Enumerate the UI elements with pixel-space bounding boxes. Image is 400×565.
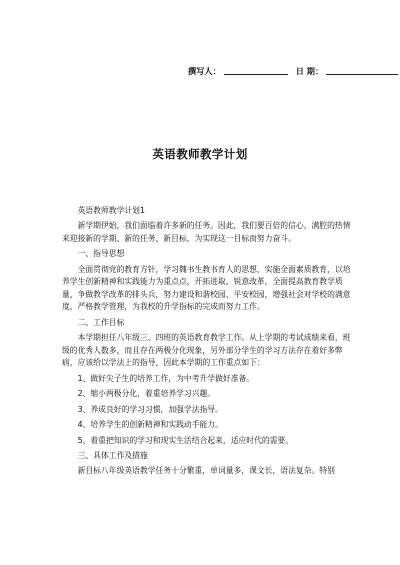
- list-item: 5、着重把知识的学习和现实生活结合起来，适应时代的需要。: [77, 435, 294, 445]
- author-blank-line: [224, 66, 288, 75]
- list-item: 4、培养学生的创新精神和实践动手能力。: [77, 420, 223, 430]
- work-goal-paragraph: 本学期担任八年级三、四班的英语教育教学工作。从上学期的考试成绩来看，班级的优秀人数多，而且存在两极分化现象，另外部分学生的学习方法存在着好多弊病，应该给以学法上的指导，因此本学期的工作重点如下：: [62, 333, 351, 368]
- author-label: 撰写人：: [188, 65, 221, 76]
- intro-paragraph: 新学期伊始，我们面临着许多新的任务。因此，我们要百倍的信心，满腔的热情来迎接新的学期、新的任务、新目标，为实现这一目标而努力奋斗。: [62, 221, 351, 243]
- section-heading: 二、工作目标: [77, 317, 125, 327]
- section-heading: 三、具体工作及措施: [77, 450, 148, 460]
- goal-list: [62, 373, 351, 447]
- guiding-thought-paragraph: 全面贯彻党的教育方针，学习魏书生教书育人的思想，实施全面素质教育，以培养学生创新精神和实践能力为重点点，开拓进取，锐意改革，全面提高教育教学质量，争做教学改革的排头兵，努力建设和谐校园、平安校园，增强社会对学校的满意度，严格教学管理，为我校的升学指标的完成而努力工作。: [62, 264, 351, 312]
- date-label: 日 期：: [295, 65, 324, 76]
- document-subtitle: 英语教师教学计划1: [77, 206, 145, 215]
- document-body: [62, 205, 351, 481]
- author-date-row: [188, 66, 400, 75]
- date-blank-line: [326, 66, 398, 75]
- list-item: 3、养成良好的学习习惯，加强学法指导。: [77, 404, 223, 414]
- section-heading: 一、指导思想: [77, 249, 125, 259]
- list-item: 1、做好尖子生的培养工作，为中考升学做好准备。: [77, 373, 255, 383]
- document-title: 英语教师教学计划: [152, 147, 248, 161]
- list-item: 2、缩小两极分化，着重培养学习兴趣。: [77, 389, 216, 399]
- measures-paragraph: 新目标八年级英语教学任务十分繁重，单词量多，课文长，语法复杂。特别: [77, 466, 335, 476]
